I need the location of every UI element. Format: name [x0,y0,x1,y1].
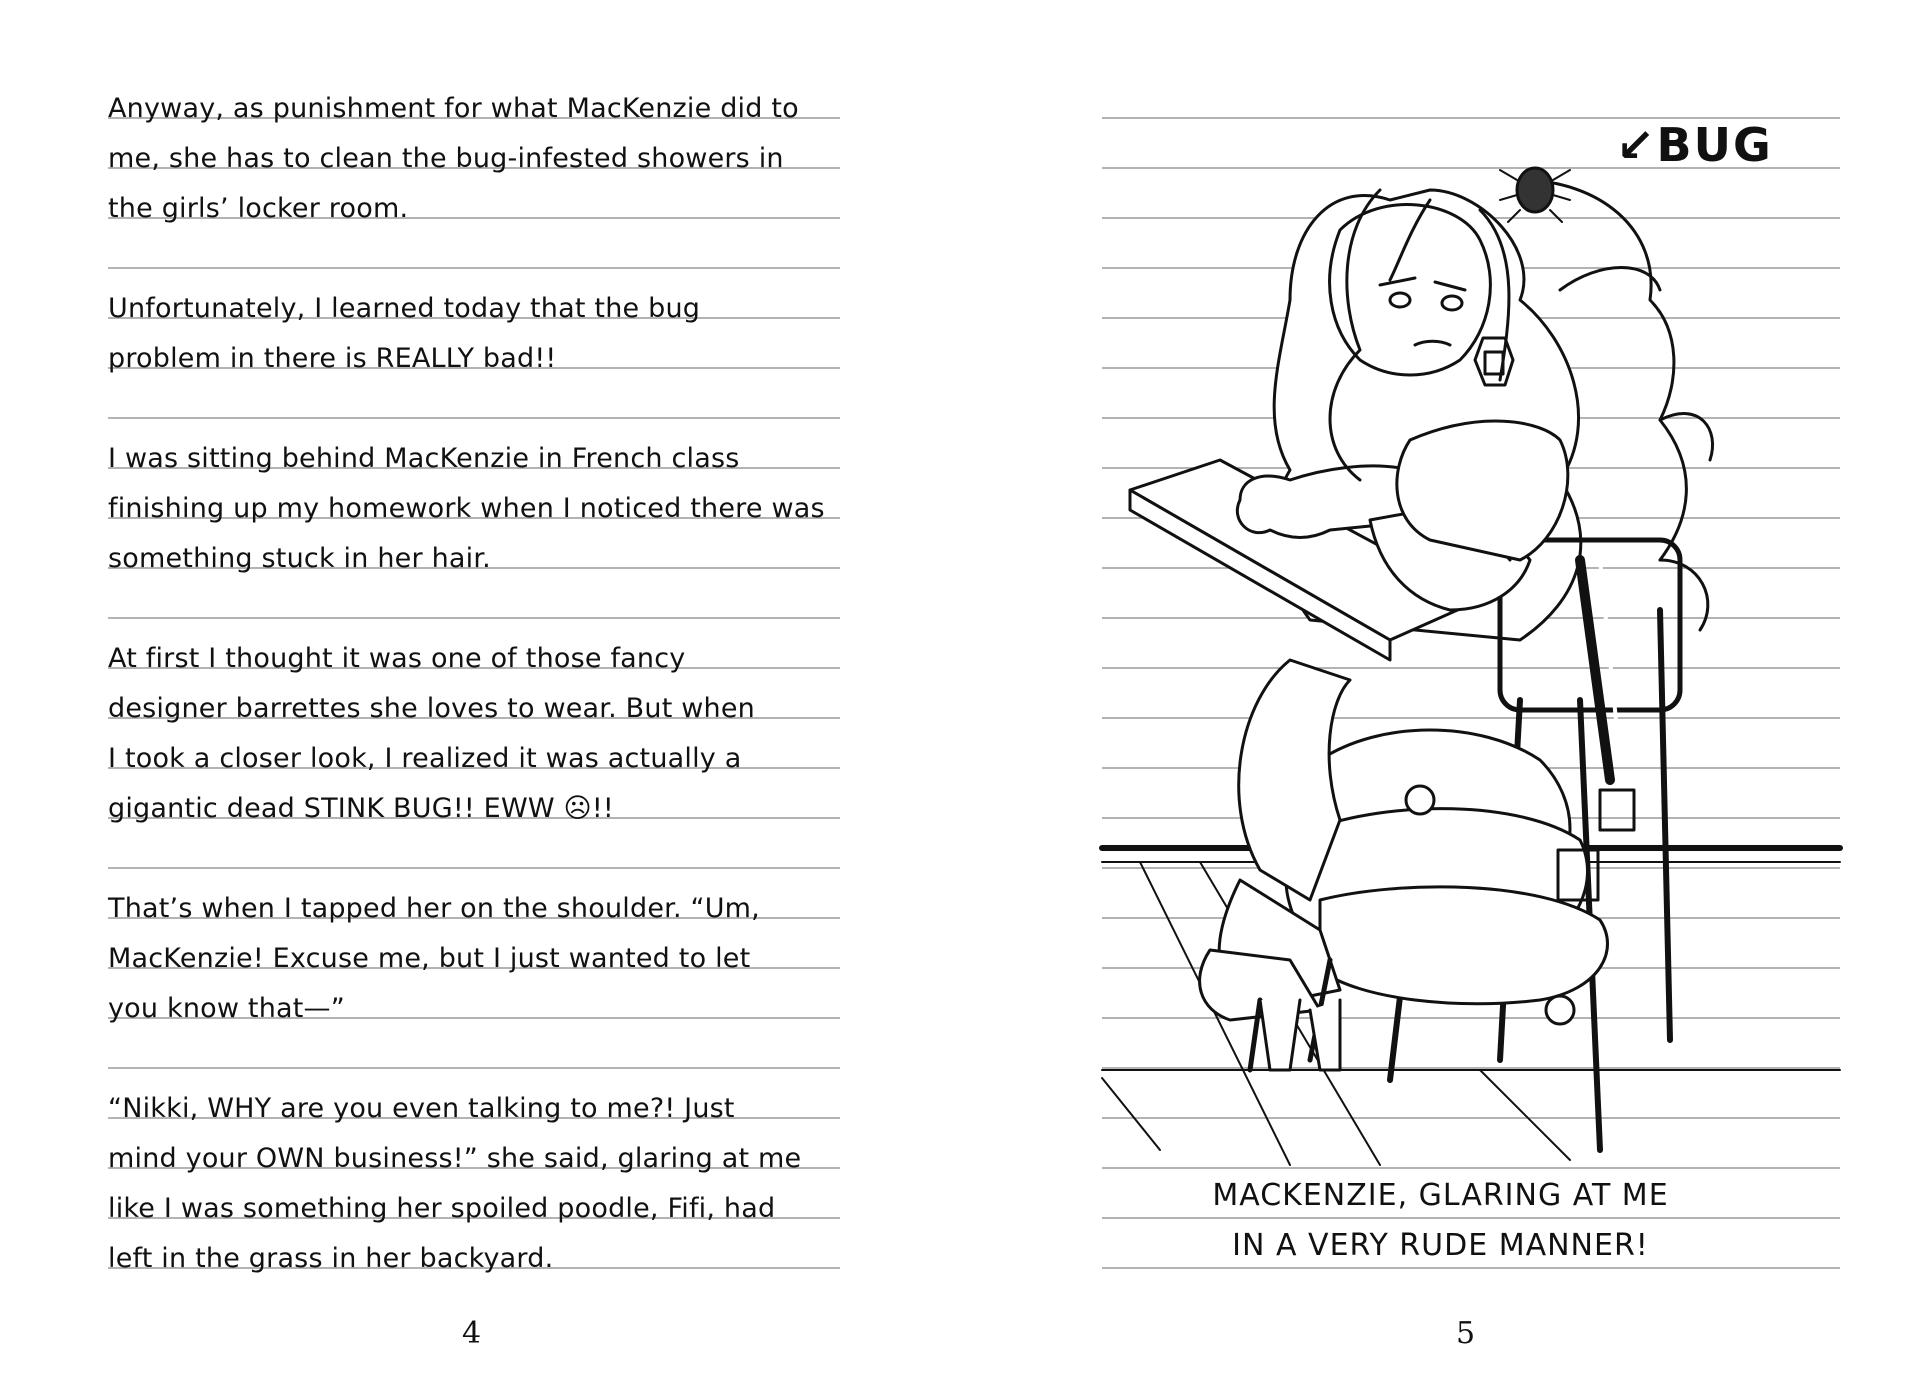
text-line: finishing up my homework when I noticed there was [108,493,825,524]
text-line: I was sitting behind MacKenzie in French class [108,443,740,474]
text-line: That’s when I tapped her on the shoulder. “Um, [108,893,760,924]
text-line: left in the grass in her backyard. [108,1243,554,1274]
page-number: 5 [1456,1316,1476,1351]
text-line: mind your OWN business!” she said, glaring at me [108,1143,802,1174]
bug-label: ↙BUG [1616,118,1773,172]
text-line: I took a closer look, I realized it was actually a [108,743,742,774]
text-line: the girls’ locker room. [108,193,409,224]
text-line: problem in there is REALLY bad!! [108,343,557,374]
right-page [960,0,1921,1396]
left-page [0,0,960,1396]
text-line: something stuck in her hair. [108,543,491,574]
caption-line-1: MACKENZIE, GLARING AT ME [1212,1178,1669,1213]
text-line: Unfortunately, I learned today that the bug [108,293,701,324]
text-line: Anyway, as punishment for what MacKenzie did to [108,93,799,124]
page-number: 4 [462,1316,482,1351]
caption-line-2: IN A VERY RUDE MANNER! [1232,1228,1649,1263]
text-line: MacKenzie! Excuse me, but I just wanted to let [108,943,751,974]
text-line: “Nikki, WHY are you even talking to me?! Just [108,1093,735,1124]
text-line: me, she has to clean the bug-infested showers in [108,143,784,174]
text-line: you know that—” [108,993,345,1024]
text-line: designer barrettes she loves to wear. But when [108,693,755,724]
text-line: like I was something her spoiled poodle, Fifi, had [108,1193,776,1224]
text-line: gigantic dead STINK BUG!! EWW ☹!! [108,793,614,824]
text-line: At first I thought it was one of those fancy [108,643,686,674]
